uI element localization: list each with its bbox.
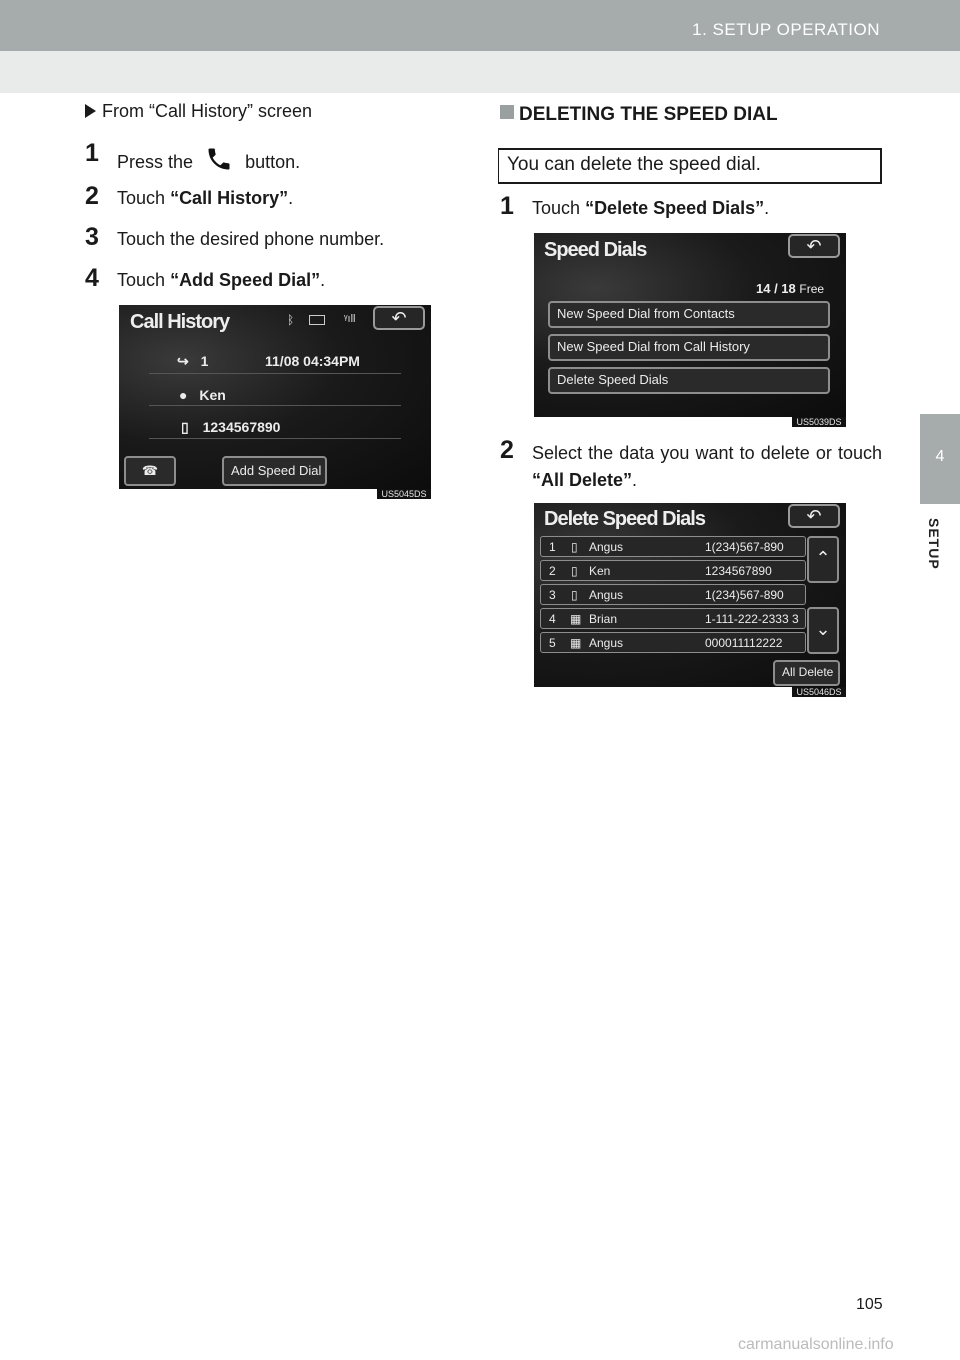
phone-handset-icon: ☎ — [141, 463, 159, 478]
speed-dial-row[interactable]: 4 ▦ Brian 1-111-222-2333 3 — [540, 608, 806, 629]
watermark: carmanualsonline.info — [738, 1336, 894, 1353]
back-button[interactable]: ↶ — [788, 504, 840, 528]
square-bullet-icon — [500, 105, 514, 119]
chapter-number: 4 — [935, 448, 945, 465]
office-phone-icon: ▦ — [570, 636, 582, 650]
image-code: US5039DS — [792, 417, 846, 427]
all-delete-button[interactable]: All Delete — [773, 660, 840, 686]
image-code: US5045DS — [377, 489, 431, 499]
free-slots-readout: 14 / 18 Free — [756, 281, 825, 296]
bluetooth-icon: ᛒ — [287, 313, 295, 327]
contact-name-row: ● Ken — [179, 387, 226, 403]
mobile-phone-icon: ▯ — [571, 588, 578, 602]
back-button[interactable]: ↶ — [373, 306, 425, 330]
page-down-button[interactable] — [807, 607, 839, 654]
delete-speed-dials-screen — [534, 503, 846, 687]
divider — [149, 438, 401, 439]
screen-title: Speed Dials — [544, 239, 647, 261]
double-chevron-up-icon: ⌃ — [815, 548, 831, 568]
phone-button[interactable] — [124, 456, 176, 486]
speed-dial-row[interactable]: 2 ▯ Ken 1234567890 — [540, 560, 806, 581]
signal-strength-icon: ᵞıll — [344, 313, 356, 325]
call-entry-row[interactable]: ↪ 1 11/08 04:34PM — [177, 353, 360, 369]
office-phone-icon: ▦ — [570, 612, 582, 626]
divider — [149, 373, 401, 374]
phone-handset-icon — [198, 145, 240, 178]
back-button[interactable]: ↶ — [788, 234, 840, 258]
speed-dial-row[interactable]: 3 ▯ Angus 1(234)567-890 — [540, 584, 806, 605]
mobile-phone-icon: ▯ — [181, 419, 189, 435]
page-number: 105 — [856, 1296, 883, 1313]
new-speed-dial-from-call-history-button[interactable]: New Speed Dial from Call History — [548, 334, 830, 361]
mobile-phone-icon: ▯ — [571, 564, 578, 578]
call-history-screen — [119, 305, 431, 489]
info-note: You can delete the speed dial. — [498, 148, 882, 184]
from-screen-note: From “Call History” screen — [85, 101, 312, 122]
section-heading: DELETING THE SPEED DIAL — [500, 104, 778, 126]
delete-step-2-text: Select the data you want to delete or touch “All Delete”. — [532, 443, 882, 490]
mobile-phone-icon: ▯ — [571, 540, 578, 554]
add-speed-dial-button[interactable]: Add Speed Dial — [222, 456, 327, 486]
battery-icon — [309, 315, 325, 325]
screen-title: Call History — [130, 311, 230, 333]
arrow-right-icon — [85, 104, 96, 118]
chapter-label: SETUP — [926, 518, 942, 570]
speed-dial-row[interactable]: 1 ▯ Angus 1(234)567-890 — [540, 536, 806, 557]
speed-dial-row[interactable]: 5 ▦ Angus 000011112222 — [540, 632, 806, 653]
divider — [149, 405, 401, 406]
chapter-tab[interactable] — [920, 414, 960, 504]
delete-speed-dials-button[interactable]: Delete Speed Dials — [548, 367, 830, 394]
speed-dials-screen — [534, 233, 846, 417]
page-up-button[interactable] — [807, 536, 839, 583]
header-subband — [0, 51, 960, 93]
image-code: US5046DS — [792, 687, 846, 697]
double-chevron-down-icon: ⌄ — [815, 619, 831, 639]
person-icon: ● — [179, 387, 188, 403]
phone-number-row[interactable]: ▯ 1234567890 — [181, 419, 281, 435]
outgoing-call-icon: ↪ — [177, 353, 189, 369]
new-speed-dial-from-contacts-button[interactable]: New Speed Dial from Contacts — [548, 301, 830, 328]
screen-title: Delete Speed Dials — [544, 508, 705, 530]
section-header-title: 1. SETUP OPERATION — [692, 20, 880, 39]
